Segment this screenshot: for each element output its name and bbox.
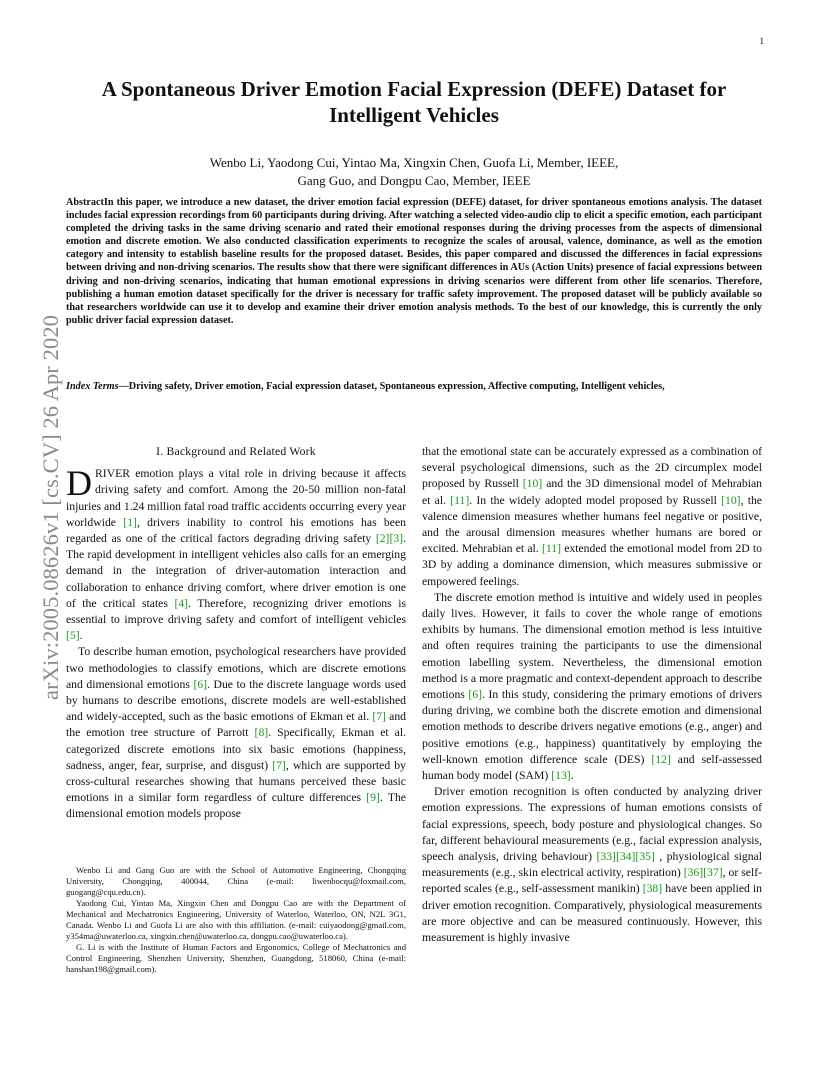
citation-link[interactable]: [6] bbox=[468, 688, 483, 702]
citation-link[interactable]: [7] bbox=[372, 710, 386, 724]
citation-link[interactable]: [38] bbox=[642, 882, 663, 896]
paragraph: To describe human emotion, psychological researchers have provided two methodologies to classify emotions, which are discrete emotions and dimensional emotions [6]. Due to the discrete language words used by humans to describe emotions, discrete models are well-established and widely-accepted, such as the basic emotions of Ekman et al. [7] and the emotion tree structure of Parrott [8]. Specifically, Ekman et al. categorized discrete emotions into six basic emotions (happiness, sadness, anger, fear, surprise, and disgust) [7], which are supported by cross-cultural researches showing that humans perceived these basic emotions in a similar form regardless of culture differences [9]. The dimensional emotion models propose bbox=[66, 645, 407, 821]
citation-link[interactable]: [6] bbox=[193, 677, 208, 691]
author-list bbox=[70, 154, 758, 190]
author-line-1: Wenbo Li, Yaodong Cui, Yintao Ma, Xingxin Chen, Guofa Li, Member, IEEE, bbox=[209, 155, 619, 170]
author-line-2: Gang Guo, and Dongpu Cao, Member, IEEE bbox=[297, 173, 531, 188]
paragraph: The discrete emotion method is intuitive and widely used in peoples daily lives. However, it fails to cover the whole range of emotions exhibits by humans. The dimensional emotion method is less intuitive and often requires training the participants to use the dimensional emotion labelling system. Nevertheless, the dimensional emotion method is a more pragmatic and context-dependent approach to describe emotions [6]. In this study, considering the primary emotions of drivers during driving, we combine both the discrete emotion and dimensional emotion methods to describe drivers negative emotions (e.g., anger) and positive emotions (e.g., happiness) quantitatively by employing the well-known emotion difference scale (DES) [12] and self-assessed human body model (SAM) [13]. bbox=[422, 590, 762, 783]
citation-link[interactable]: [10] bbox=[522, 477, 543, 491]
citation-link[interactable]: [1] bbox=[123, 515, 137, 529]
drop-cap: D bbox=[66, 463, 92, 504]
citation-link[interactable]: [8] bbox=[254, 726, 269, 740]
citation-link[interactable]: [4] bbox=[174, 596, 189, 610]
citation-link[interactable]: [11] bbox=[450, 493, 470, 507]
citation-link[interactable]: [2][3] bbox=[375, 532, 404, 546]
index-terms-label: Index Terms bbox=[66, 381, 119, 392]
citation-link[interactable]: [36][37] bbox=[683, 866, 723, 880]
footnotes bbox=[66, 865, 406, 975]
citation-link[interactable]: [5] bbox=[66, 629, 80, 643]
citation-link[interactable]: [13] bbox=[551, 769, 571, 783]
paragraph: DRIVER emotion plays a vital role in driving because it affects driving safety and comfort. Among the 20-50 million non-fatal injuries and 1.24 million fatal road traffic accidents occurring every year worldwide [1], drivers inability to control his emotions has been regarded as one of the critical factors degrading driving safety [2][3]. The rapid development in intelligent vehicles also calls for an emerging demand in the integration of driver-automation interaction and collaboration to enhance driving comfort, where driver emotion is one of the critical states [4]. Therefore, recognizing driver emotions is essential to improve driving safety and comfort of intelligent vehicles [5]. bbox=[66, 463, 406, 643]
left-column bbox=[66, 444, 406, 823]
paper-title: A Spontaneous Driver Emotion Facial Expression (DEFE) Dataset for Intelligent Vehicles bbox=[101, 77, 727, 127]
footnote: Wenbo Li and Gang Guo are with the School of Automotive Engineering, Chongqing University, Chongqing, 400044, China (e-mail: liwenbocqu@foxmail.com, guogang@cqu.edu.cn). bbox=[66, 865, 406, 897]
index-terms bbox=[66, 380, 762, 393]
footnote: Yaodong Cui, Yintao Ma, Xingxin Chen and Dongpu Cao are with the Department of Mechanical and Mechatronics Engineering, University of Waterloo, Waterloo, ON, N2L 3G1, Canada. Wenbo Li and Guofa Li are also with this affiliation. (e-mail: cuiyaodong@gmail.com, y354ma@uwaterloo.ca, xingxin.chen@uwaterloo.ca, dongpu.cao@uwaterloo.ca). bbox=[66, 898, 406, 941]
page-number: 1 bbox=[759, 36, 764, 46]
citation-link[interactable]: [10] bbox=[721, 493, 741, 507]
index-terms-text: —Driving safety, Driver emotion, Facial expression dataset, Spontaneous expression, Affective computing, Intelligent vehicles, bbox=[118, 381, 665, 392]
citation-link[interactable]: [11] bbox=[541, 542, 561, 556]
paragraph: Driver emotion recognition is often conducted by analyzing driver emotion expressions. The expressions of human emotions consists of facial expressions, speech, body posture and physiological changes. So far, different behavioural measurements (e.g., facial expression analysis, speech analysis, driving behaviour) [33][34][35] , physiological signal measurements (e.g., skin electrical activity, respiration) [36][37], or self-reported scales (e.g., self-assessment manikin) [38] have been applied in driver emotion recognition. Comparatively, physiological measurements are more objective and can be measured continuously. However, this measurement is highly invasive bbox=[422, 785, 762, 945]
abstract: AbstractIn this paper, we introduce a new dataset, the driver emotion facial expression (DEFE) dataset, for driver spontaneous emotions analysis. The dataset includes facial expression recordings from 60 participants during driving. After watching a selected video-audio clip to elicit a specific emotion, each participant completed the driving tasks in the same driving scenario and rated their emotional responses during the driving processes from the aspects of dimensional emotion and discrete emotion. We also conducted classification experiments to recognize the scales of arousal, valence, dominance, as well as the emotion category and intensity to establish baseline results for the proposed dataset. Besides, this paper compared and discussed the differences in facial expressions between driving and non-driving scenarios. The results show that there were significant differences in AUs (Action Units) presence of facial expressions between driving and non-driving scenarios, indicating that human emotional expressions in driving scenarios were different from other life scenarios. Therefore, publishing a human emotion dataset specifically for the driver is necessary for traffic safety improvement. The proposed dataset will be publicly available so that researchers worldwide can use it to develop and examine their driver emotion analysis methods. To the best of our knowledge, this is currently the only public driver facial expression dataset. bbox=[66, 197, 762, 326]
footnote: G. Li is with the Institute of Human Factors and Ergonomics, College of Mechatronics and Control Engineering, Shenzhen University, Shenzhen, Guangdong, 518060, China (e-mail: hanshan198@gmail.com). bbox=[66, 942, 406, 974]
section-heading: I. Background and Related Work bbox=[156, 445, 316, 458]
citation-link[interactable]: [12] bbox=[651, 752, 671, 766]
citation-link[interactable]: [9] bbox=[366, 791, 380, 805]
arxiv-stamp: arXiv:2005.08626v1 [cs.CV] 26 Apr 2020 bbox=[38, 314, 63, 700]
right-column bbox=[422, 444, 762, 946]
citation-link[interactable]: [33][34][35] bbox=[596, 850, 655, 864]
paragraph: that the emotional state can be accurately expressed as a combination of several psychological dimensions, such as the 2D circumplex model proposed by Russell [10] and the 3D dimensional model of Mehrabian et al. [11]. In the widely adopted model proposed by Russell [10], the valence dimension measures whether humans feel negative or positive, and the arousal dimension measures whether humans are bored or excited. Mehrabian et al. [11] extended the emotional model from 2D to 3D by adding a dominance dimension, which measures submissive or empowered feelings. bbox=[422, 445, 762, 588]
citation-link[interactable]: [7] bbox=[272, 758, 286, 772]
